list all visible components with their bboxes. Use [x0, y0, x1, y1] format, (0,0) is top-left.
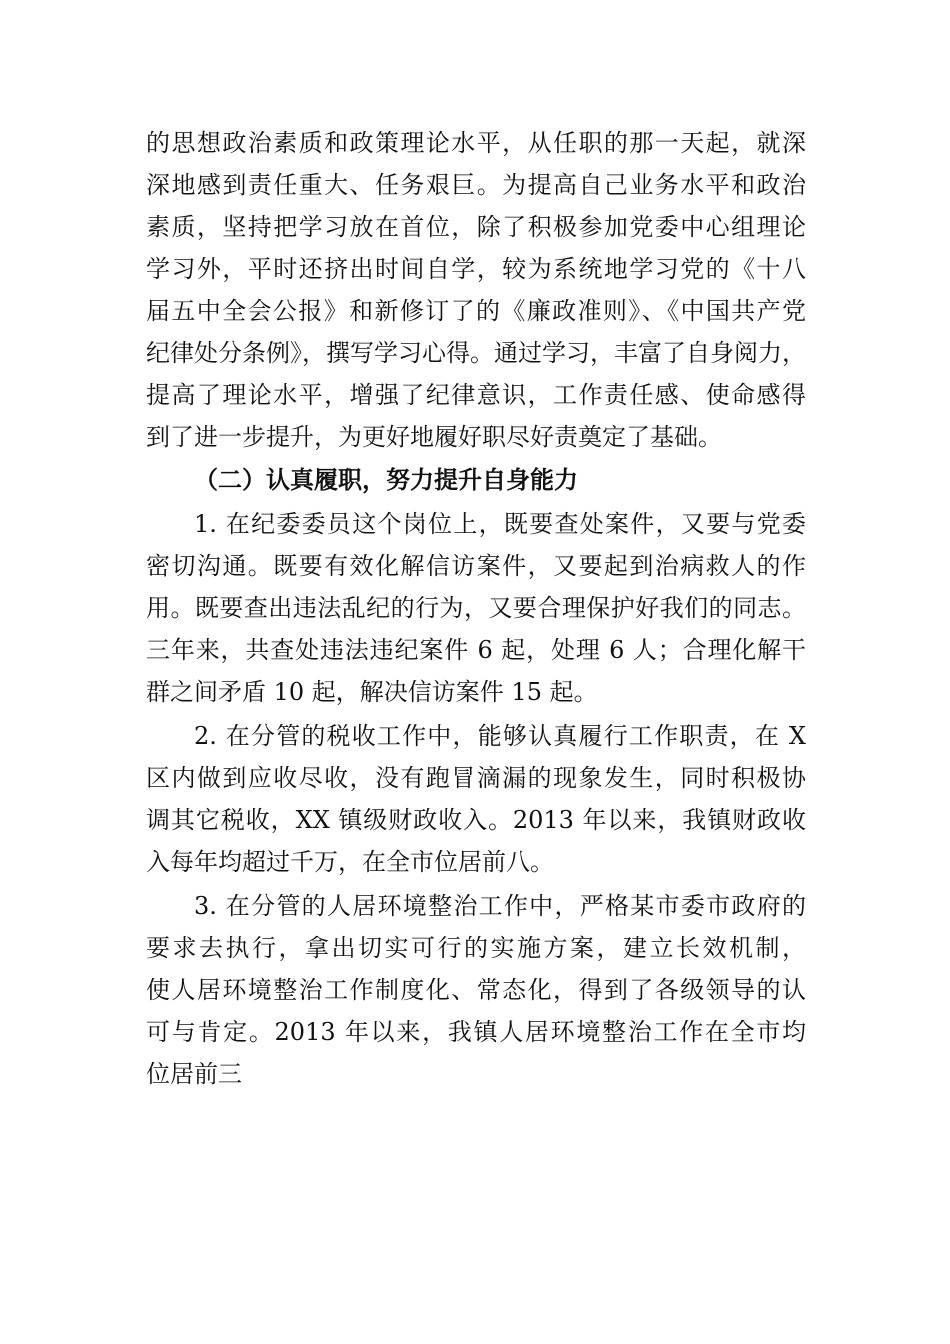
item-1-line-4: 三年来，共查处违法违纪案件 6 起，处理 6 人；合理化解干 — [146, 636, 806, 664]
item-3-line-4: 可与肯定。2013 年以来，我镇人居环境整治工作在全市均 — [146, 1018, 806, 1046]
paragraph-1-line-4: 学习外，平时还挤出时间自学，较为系统地学习党的《十八 — [146, 255, 806, 283]
item-2-line-1: 2. 在分管的税收工作中，能够认真履行工作职责，在 X — [194, 722, 806, 750]
item-2-line-2: 区内做到应收尽收，没有跑冒滴漏的现象发生，同时积极协 — [146, 764, 806, 792]
paragraph-1-line-3: 素质，坚持把学习放在首位，除了积极参加党委中心组理论 — [146, 213, 806, 241]
item-1-line-5: 群之间矛盾 10 起，解决信访案件 15 起。 — [146, 678, 598, 706]
paragraph-1-line-8: 到了进一步提升，为更好地履好职尽好责奠定了基础。 — [146, 423, 722, 451]
item-2-line-3: 调其它税收，XX 镇级财政收入。2013 年以来，我镇财政收 — [146, 806, 806, 834]
item-3-line-1: 3. 在分管的人居环境整治工作中，严格某市委市政府的 — [194, 892, 806, 920]
paragraph-1-line-7: 提高了理论水平，增强了纪律意识，工作责任感、使命感得 — [146, 381, 806, 409]
item-1-line-2: 密切沟通。既要有效化解信访案件，又要起到治病救人的作 — [146, 552, 806, 580]
item-3-line-5: 位居前三 — [146, 1060, 242, 1088]
item-1-line-1: 1. 在纪委委员这个岗位上，既要查处案件，又要与党委 — [194, 510, 806, 538]
item-1-line-3: 用。既要查出违法乱纪的行为，又要合理保护好我们的同志。 — [146, 594, 806, 622]
paragraph-1-line-2: 深地感到责任重大、任务艰巨。为提高自己业务水平和政治 — [146, 171, 806, 199]
item-3-line-2: 要求去执行，拿出切实可行的实施方案，建立长效机制， — [146, 934, 806, 962]
section-heading: （二）认真履职，努力提升自身能力 — [194, 465, 578, 494]
item-2-line-4: 入每年均超过千万，在全市位居前八。 — [146, 848, 554, 876]
paragraph-1-line-1: 的思想政治素质和政策理论水平，从任职的那一天起，就深 — [146, 129, 806, 157]
paragraph-1-line-5: 届五中全会公报》和新修订了的《廉政准则》、《中国共产党 — [146, 297, 806, 325]
paragraph-1-line-6: 纪律处分条例》，撰写学习心得。通过学习，丰富了自身阅力， — [146, 339, 806, 367]
item-3-line-3: 使人居环境整治工作制度化、常态化，得到了各级领导的认 — [146, 976, 806, 1004]
